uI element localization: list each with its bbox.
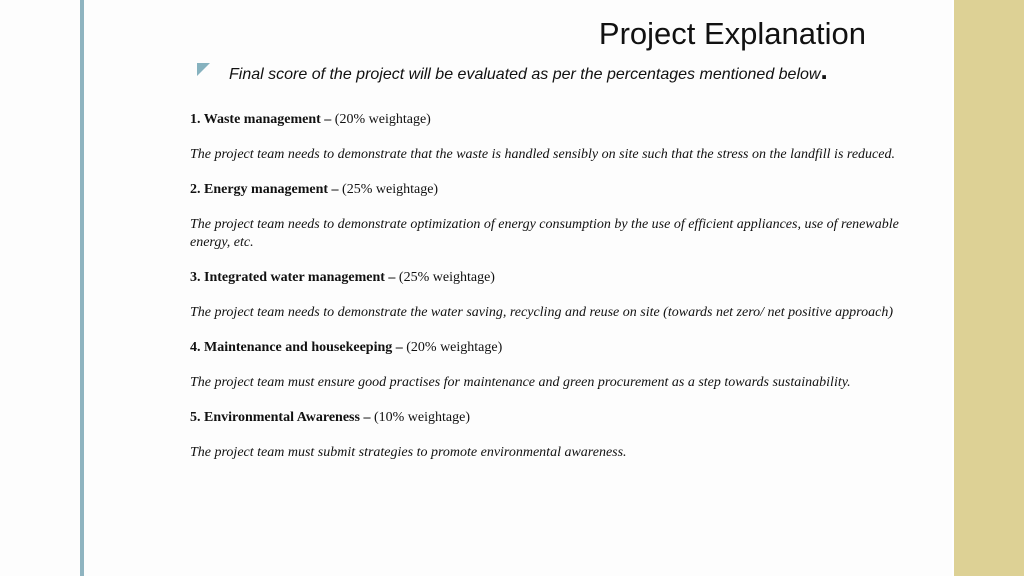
criterion-description: The project team needs to demonstrate optimization of energy consumption by the use of efficient appliances, use of renewable energy, etc. xyxy=(190,217,899,250)
criterion-environmental-awareness xyxy=(190,409,900,462)
slide-title: Project Explanation xyxy=(598,16,866,51)
criterion-maintenance-housekeeping xyxy=(190,339,900,392)
criterion-number: 3. xyxy=(190,270,201,285)
left-accent-rule xyxy=(80,0,84,576)
slide-subtitle xyxy=(229,55,828,85)
criterion-weight: (20% weightage) xyxy=(334,112,431,127)
criterion-title: Maintenance and housekeeping – xyxy=(204,340,403,355)
criterion-title: Integrated water management – xyxy=(204,270,396,285)
criterion-heading xyxy=(190,339,900,357)
criterion-heading xyxy=(190,111,900,129)
criterion-number: 4. xyxy=(190,340,201,355)
criterion-weight: (25% weightage) xyxy=(398,270,495,285)
criterion-weight: (20% weightage) xyxy=(406,340,503,355)
criterion-weight: (10% weightage) xyxy=(373,410,470,425)
criterion-number: 2. xyxy=(190,182,201,197)
criterion-title: Waste management – xyxy=(203,112,332,127)
criterion-number: 5. xyxy=(190,410,201,425)
criterion-heading xyxy=(190,269,900,287)
criterion-weight: (25% weightage) xyxy=(342,182,439,197)
criterion-title: Environmental Awareness – xyxy=(204,410,371,425)
criterion-description: The project team needs to demonstrate the water saving, recycling and reuse on site (towards net zero/ net positive approach) xyxy=(190,305,893,320)
criterion-description: The project team needs to demonstrate that the waste is handled sensibly on site such that the stress on the landfill is reduced. xyxy=(190,147,895,162)
criterion-description: The project team must submit strategies to promote environmental awareness. xyxy=(190,445,627,460)
criterion-energy-management xyxy=(190,181,900,252)
criteria-list xyxy=(190,111,900,479)
triangle-bullet-icon xyxy=(197,63,210,76)
criterion-number: 1. xyxy=(190,112,201,127)
right-accent-panel xyxy=(954,0,1024,576)
criterion-heading xyxy=(190,409,900,427)
subtitle-period: . xyxy=(820,55,828,85)
subtitle-text: Final score of the project will be evaluated as per the percentages mentioned below xyxy=(229,66,821,83)
criterion-description: The project team must ensure good practises for maintenance and green procurement as a step towards sustainability. xyxy=(190,375,851,390)
criterion-heading xyxy=(190,181,900,199)
criterion-title: Energy management – xyxy=(204,182,339,197)
criterion-waste-management xyxy=(190,111,900,164)
criterion-water-management xyxy=(190,269,900,322)
